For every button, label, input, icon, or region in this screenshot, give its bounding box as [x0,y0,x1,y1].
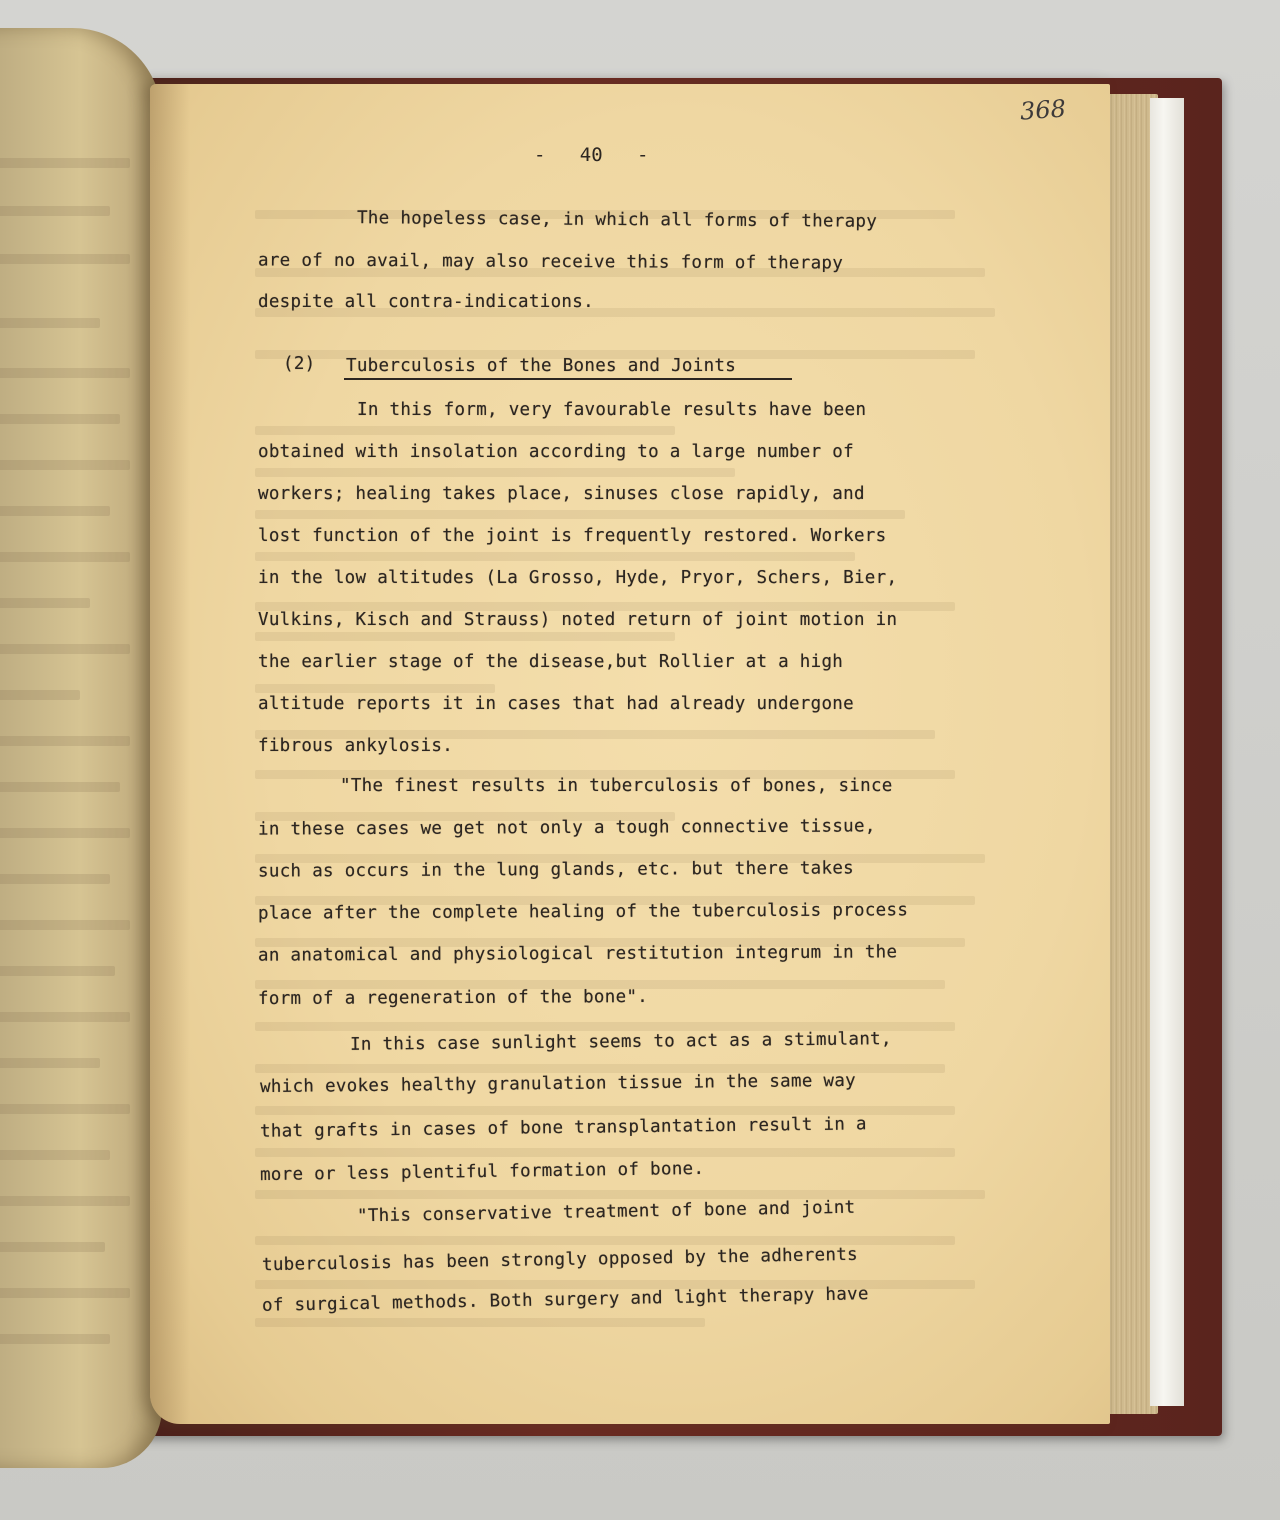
text-line: form of a regeneration of the bone". [257,986,649,1010]
text-line: which evokes healthy granulation tissue in the same way [259,1070,857,1098]
text-line: workers; healing takes place, sinuses close rapidly, and [258,484,865,504]
page-number: - 40 - [534,144,649,166]
gutter-shadow [150,84,190,1424]
text-line: in these cases we get not only a tough connective tissue, [257,816,876,840]
text-line: obtained with insolation according to a large number of [258,442,854,462]
text-line: of surgical methods. Both surgery and light therapy have [261,1284,869,1316]
text-line: that grafts in cases of bone transplantation result in a [259,1114,867,1142]
text-line: such as occurs in the lung glands, etc. but there takes [257,858,855,882]
text-line: The hopeless case, in which all forms of therapy [356,208,878,232]
text-line: "This conservative treatment of bone and joint [356,1197,856,1227]
text-line: fibrous ankylosis. [258,736,454,756]
heading-underline [344,378,792,380]
text-line: despite all contra-indications. [258,292,594,312]
section-number: (2) [283,354,316,374]
text-line: In this form, very favourable results have been [357,400,867,420]
text-line: an anatomical and physiological restitution integrum in the [257,942,898,966]
text-line: "The finest results in tuberculosis of bones, since [340,776,893,796]
text-line: In this case sunlight seems to act as a stimulant, [349,1029,892,1055]
text-line: in the low altitudes (La Grosso, Hyde, Pryor, Schers, Bier, [258,568,898,588]
endpaper-edge [1150,98,1184,1406]
text-line: are of no avail, may also receive this form of therapy [257,250,844,274]
text-line: more or less plentiful formation of bone. [259,1158,705,1186]
text-line: the earlier stage of the disease,but Rollier at a high [258,652,844,672]
text-line: tuberculosis has been strongly opposed by the adherents [261,1244,859,1276]
text-line: place after the complete healing of the tuberculosis process [257,900,909,924]
text-line: altitude reports it in cases that had already undergone [258,694,854,714]
left-facing-page [0,28,162,1468]
handwritten-folio-number: 368 [1019,94,1067,126]
section-heading: Tuberculosis of the Bones and Joints [346,356,737,376]
text-line: Vulkins, Kisch and Strauss) noted return of joint motion in [258,610,898,630]
text-line: lost function of the joint is frequently restored. Workers [258,526,887,546]
